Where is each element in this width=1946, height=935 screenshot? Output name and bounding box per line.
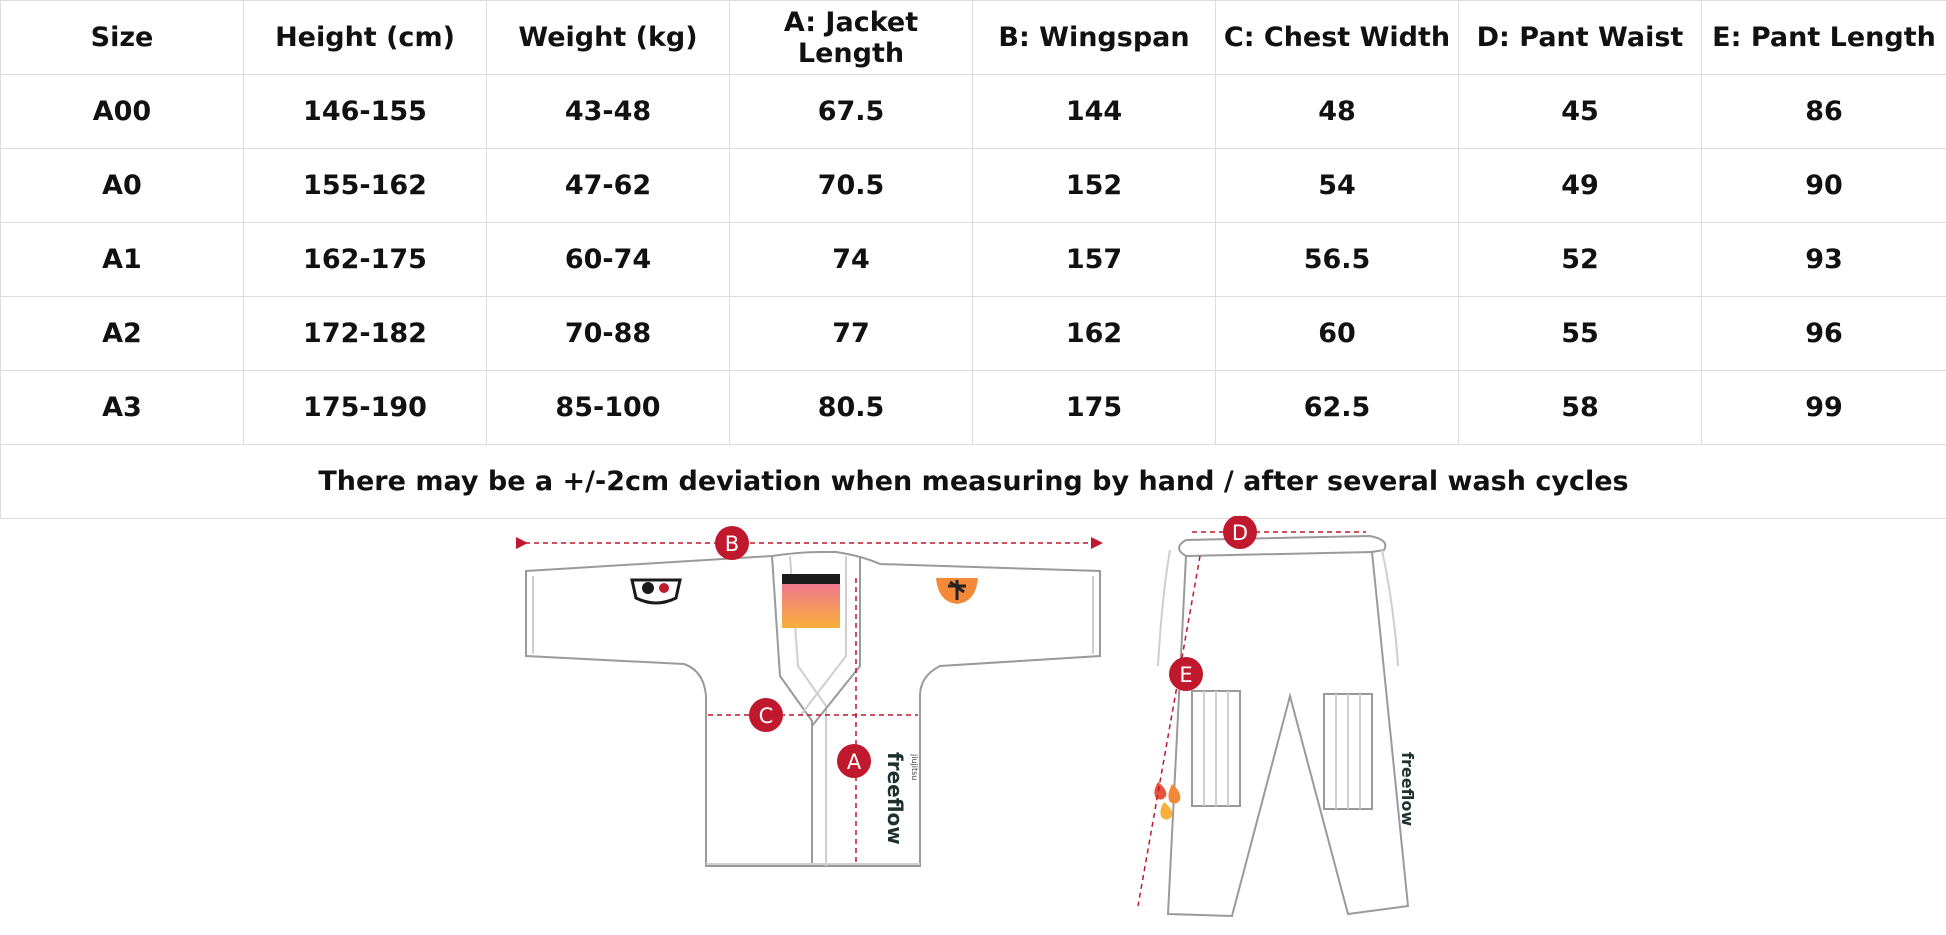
table-cell: 48: [1216, 75, 1459, 149]
table-cell: A1: [1, 223, 244, 297]
header-wingspan: B: Wingspan: [973, 1, 1216, 75]
table-cell: 85-100: [487, 371, 730, 445]
table-cell: A0: [1, 149, 244, 223]
table-cell: 175-190: [244, 371, 487, 445]
table-cell: 70-88: [487, 297, 730, 371]
svg-text:C: C: [758, 704, 774, 728]
table-row: [1, 297, 1946, 371]
table-cell: 47-62: [487, 149, 730, 223]
table-cell: 77: [730, 297, 973, 371]
svg-text:E: E: [1179, 663, 1193, 687]
table-cell: 54: [1216, 149, 1459, 223]
marker-a: [837, 744, 871, 778]
table-cell: 172-182: [244, 297, 487, 371]
marker-d: [1223, 516, 1257, 549]
table-cell: 74: [730, 223, 973, 297]
header-weight: Weight (kg): [487, 1, 730, 75]
marker-c: [749, 698, 783, 732]
header-pant-length: E: Pant Length: [1702, 1, 1946, 75]
marker-b: [715, 526, 749, 560]
header-jacket-length: A: Jacket Length: [730, 1, 973, 75]
table-cell: 157: [973, 223, 1216, 297]
table-cell: 56.5: [1216, 223, 1459, 297]
svg-text:freeflow: freeflow: [883, 752, 907, 845]
svg-text:A: A: [846, 750, 862, 774]
table-cell: 58: [1459, 371, 1702, 445]
header-height: Height (cm): [244, 1, 487, 75]
table-row: [1, 149, 1946, 223]
table-cell: 67.5: [730, 75, 973, 149]
svg-text:jiujitsu: jiujitsu: [910, 754, 919, 781]
note-row: [1, 445, 1946, 519]
header-chest-width: C: Chest Width: [1216, 1, 1459, 75]
table-row: [1, 223, 1946, 297]
gi-illustration: [0, 516, 1946, 935]
table-cell: 70.5: [730, 149, 973, 223]
table-cell: 43-48: [487, 75, 730, 149]
table-cell: A00: [1, 75, 244, 149]
table-cell: 86: [1702, 75, 1946, 149]
table-cell: 49: [1459, 149, 1702, 223]
header-row: [1, 1, 1946, 75]
pants-drawing: [1158, 536, 1408, 916]
table-cell: 162: [973, 297, 1216, 371]
svg-text:freeflow: freeflow: [1398, 752, 1417, 827]
table-cell: 93: [1702, 223, 1946, 297]
shoulder-patch-left: [632, 580, 680, 603]
svg-text:B: B: [724, 532, 740, 556]
svg-text:D: D: [1231, 521, 1249, 545]
header-pant-waist: D: Pant Waist: [1459, 1, 1702, 75]
table-cell: 152: [973, 149, 1216, 223]
table-cell: A3: [1, 371, 244, 445]
table-cell: 175: [973, 371, 1216, 445]
table-cell: A2: [1, 297, 244, 371]
header-size: Size: [1, 1, 244, 75]
table-cell: 60: [1216, 297, 1459, 371]
table-cell: 80.5: [730, 371, 973, 445]
deviation-note: There may be a +/-2cm deviation when measuring by hand / after several wash cycles: [1, 445, 1946, 519]
table-cell: 162-175: [244, 223, 487, 297]
table-cell: 45: [1459, 75, 1702, 149]
table-cell: 146-155: [244, 75, 487, 149]
table-cell: 60-74: [487, 223, 730, 297]
measurement-diagram: [0, 516, 1946, 935]
table-row: [1, 75, 1946, 149]
pants-logo: [1398, 752, 1417, 826]
table-cell: 155-162: [244, 149, 487, 223]
table-cell: 144: [973, 75, 1216, 149]
table-cell: 55: [1459, 297, 1702, 371]
table-cell: 99: [1702, 371, 1946, 445]
table-row: [1, 371, 1946, 445]
table-cell: 52: [1459, 223, 1702, 297]
table-cell: 90: [1702, 149, 1946, 223]
table-cell: 96: [1702, 297, 1946, 371]
table-cell: 62.5: [1216, 371, 1459, 445]
marker-e: [1169, 657, 1203, 691]
